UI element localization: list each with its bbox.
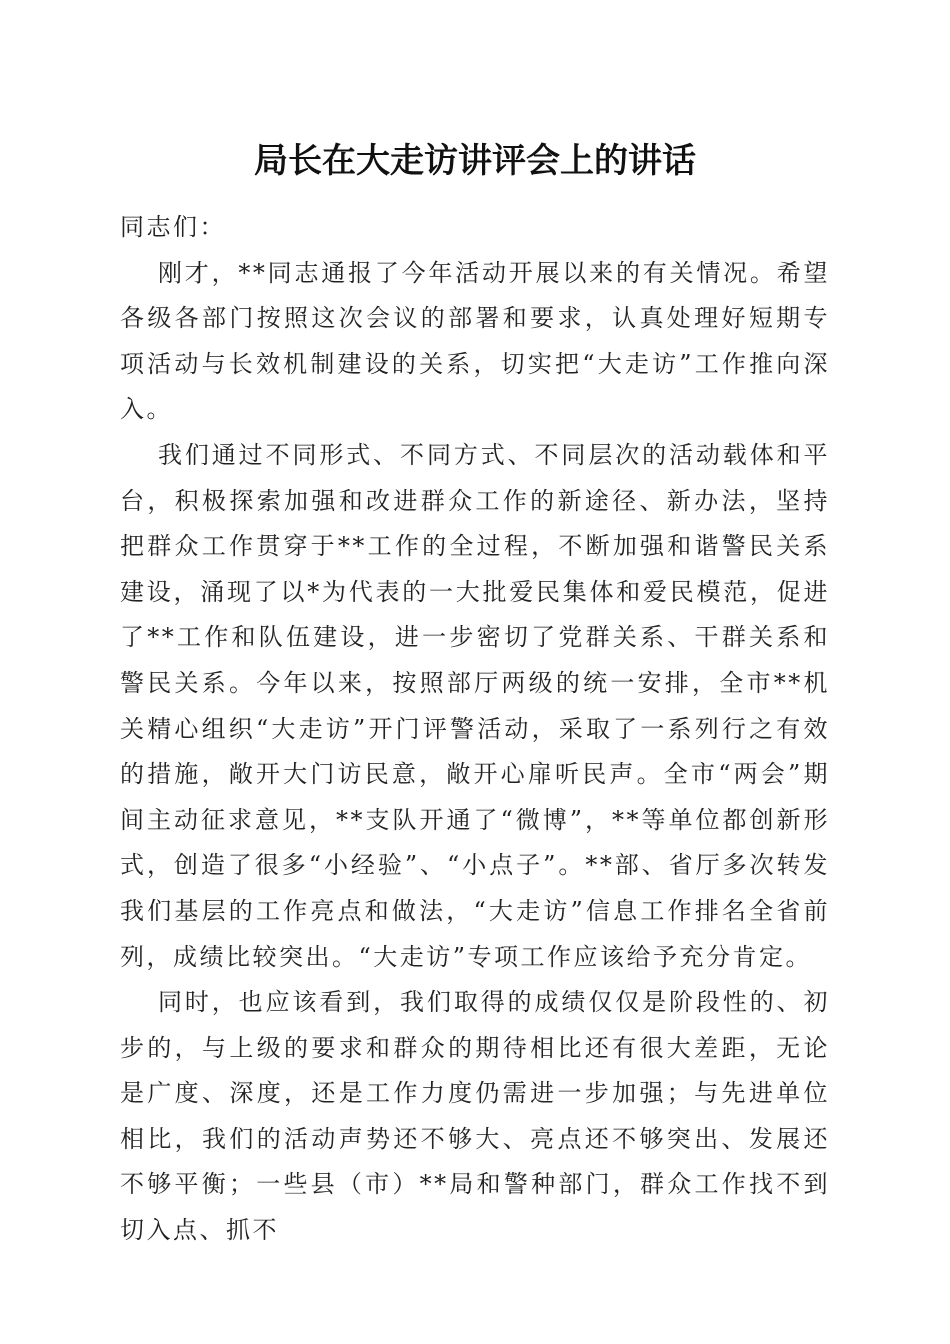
salutation: 同志们：: [120, 213, 226, 241]
document-title: 局长在大走访讲评会上的讲话: [254, 141, 696, 181]
paragraph-2: 我们通过不同形式、不同方式、不同层次的活动载体和平台，积极探索加强和改进群众工作的新途径、新办法，坚持把群众工作贯穿于**工作的全过程，不断加强和谐警民关系建设，涌现了以*为代表的一大批爱民集体和爱民模范，促进了**工作和队伍建设，进一步密切了党群关系、干群关系和警民关系。今年以来，按照部厅两级的统一安排，全市**机关精心组织“大走访”开门评警活动，采取了一系列行之有效的措施，敞开大门访民意，敞开心扉听民声。全市“两会”期间主动征求意见，**支队开通了“微博”，**等单位都创新形式，创造了很多“小经验”、“小点子”。**部、省厅多次转发我们基层的工作亮点和做法，“大走访”信息工作排名全省前列，成绩比较突出。“大走访”专项工作应该给予充分肯定。: [120, 440, 830, 971]
document-body: [120, 205, 830, 1254]
paragraph-3: 同时，也应该看到，我们取得的成绩仅仅是阶段性的、初步的，与上级的要求和群众的期待相比还有很大差距，无论是广度、深度，还是工作力度仍需进一步加强；与先进单位相比，我们的活动声势还不够大、亮点还不够突出、发展还不够平衡；一些县（市）**局和警种部门，群众工作找不到切入点、抓不: [120, 988, 830, 1245]
paragraph-1: 刚才，**同志通报了今年活动开展以来的有关情况。希望各级各部门按照这次会议的部署和要求，认真处理好短期专项活动与长效机制建设的关系，切实把“大走访”工作推向深入。: [120, 258, 830, 424]
